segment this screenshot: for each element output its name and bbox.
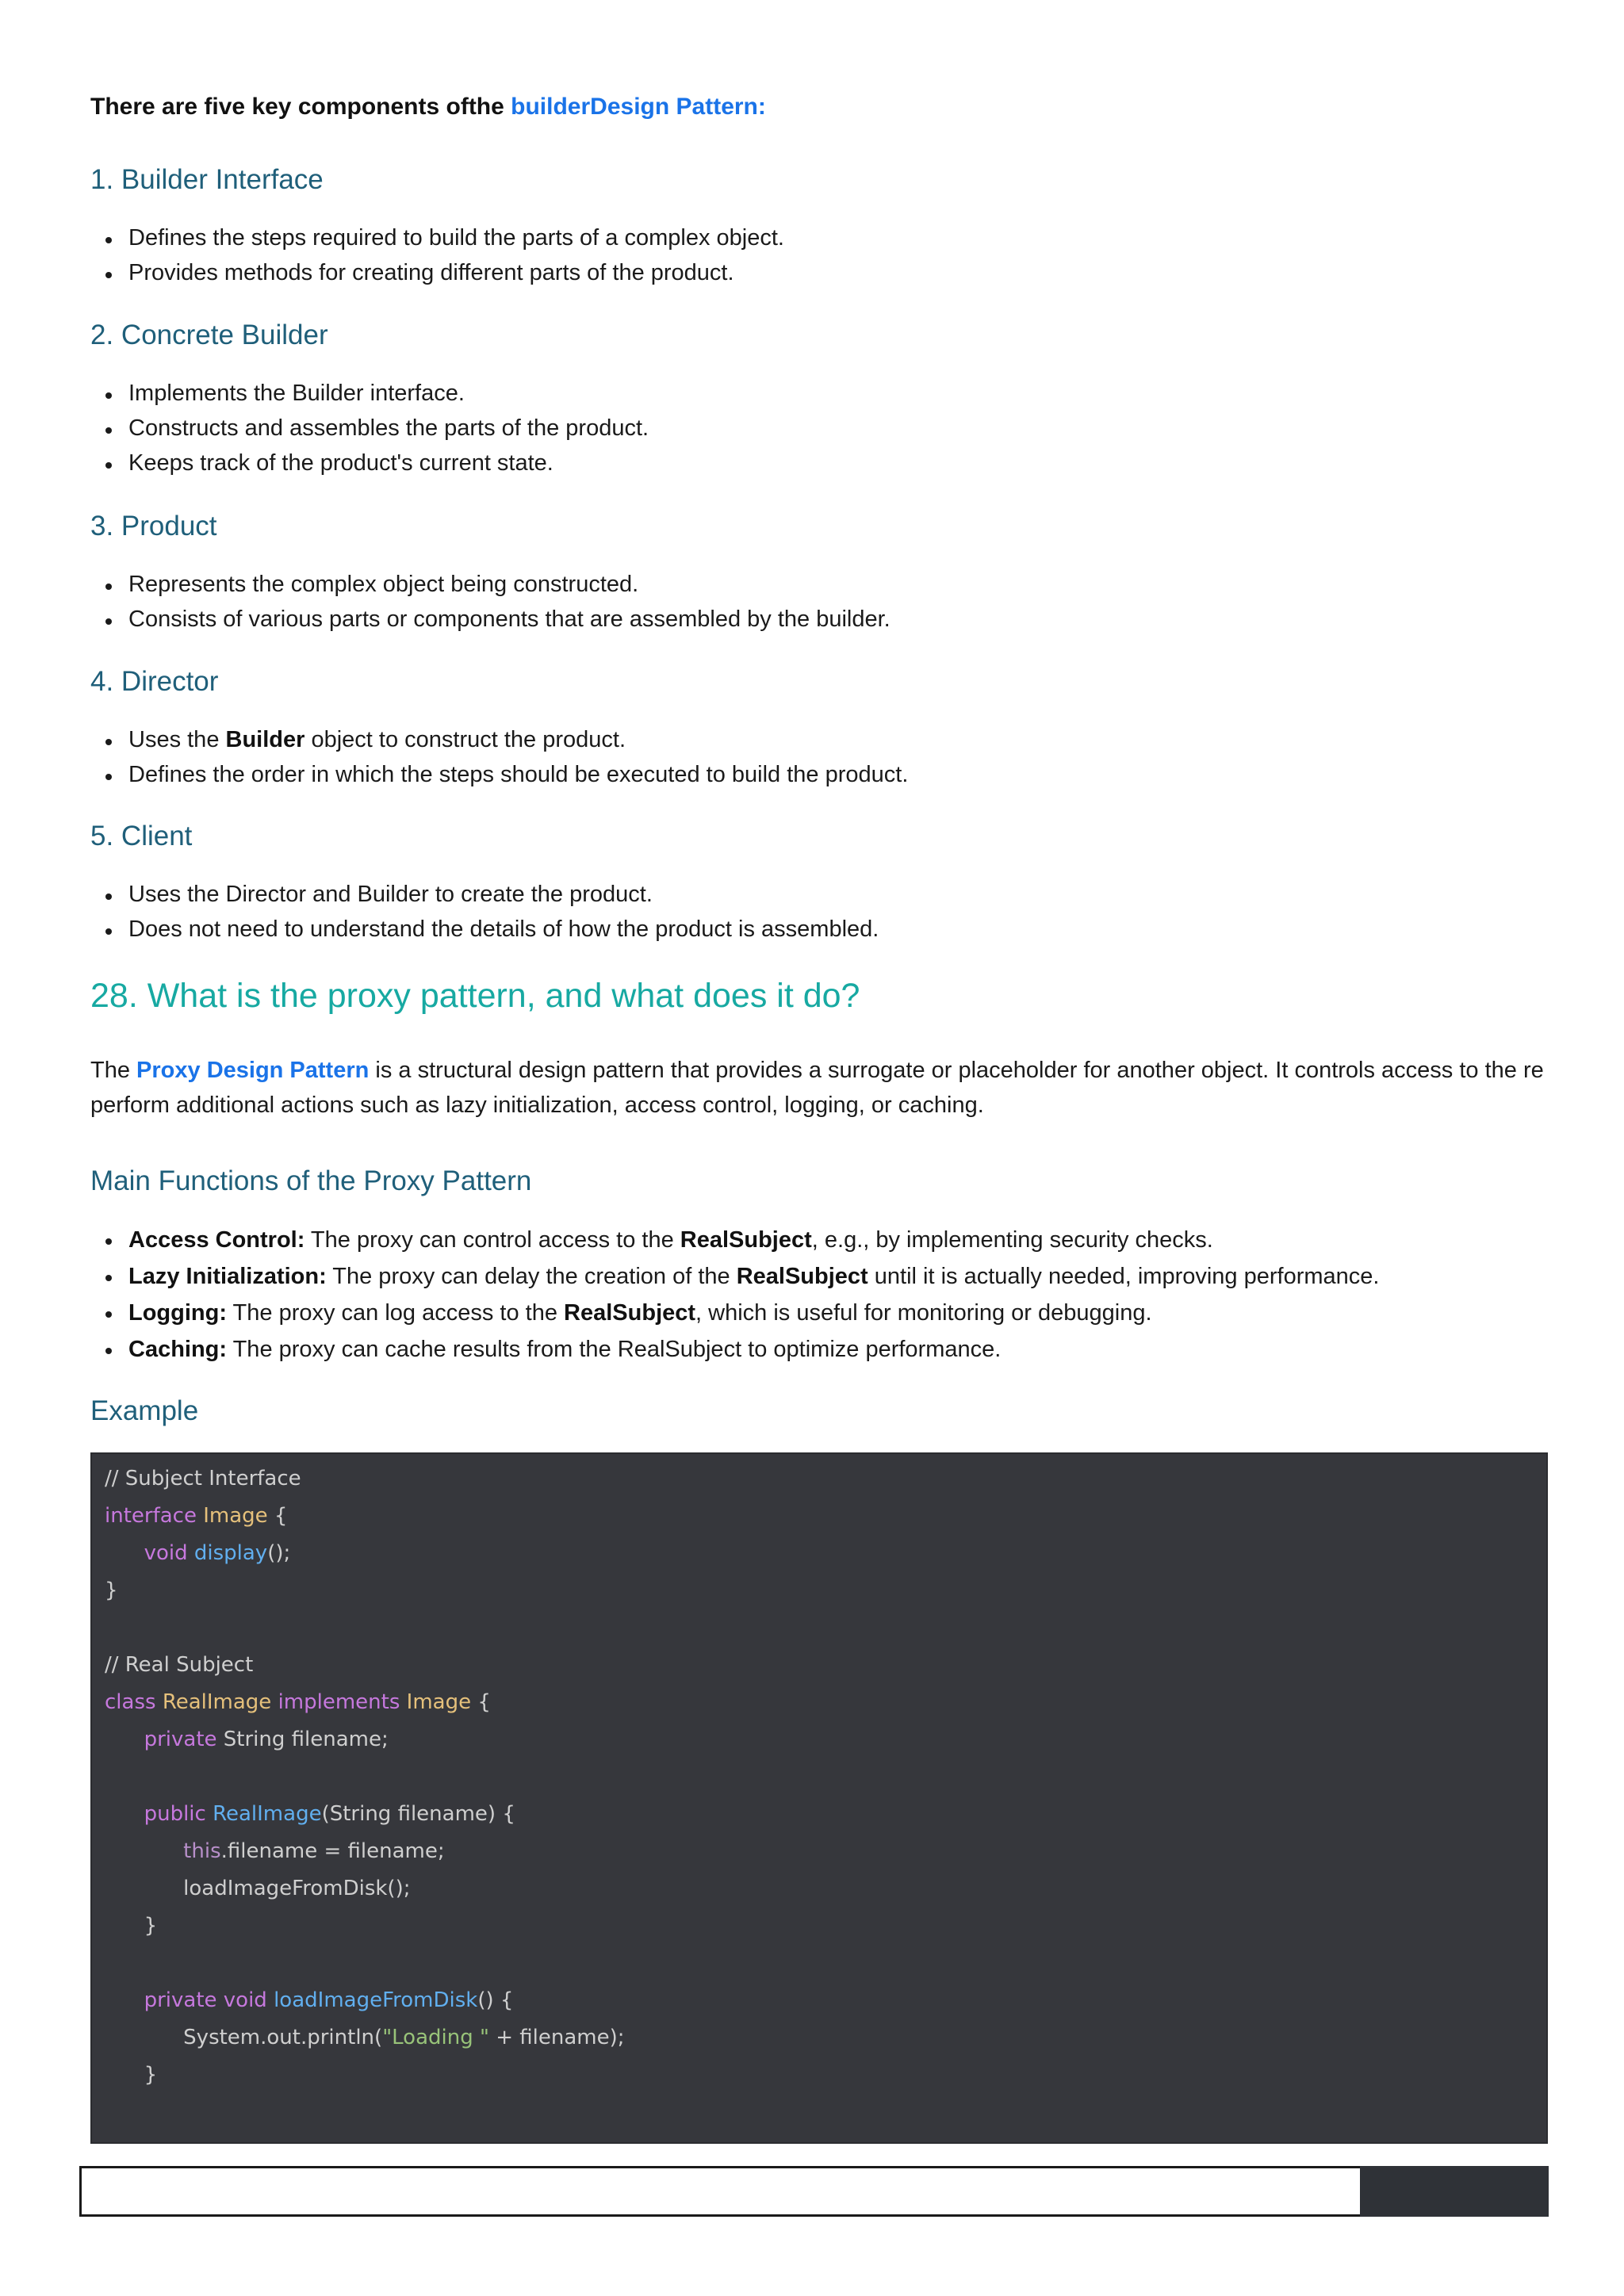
code-token: (String filename) { [321, 1802, 515, 1826]
list-item: Lazy Initialization: The proxy can delay the creation of the RealSubject until it is actually needed, improving performance. [90, 1258, 1379, 1295]
code-line [92, 1609, 1546, 1647]
code-token: Image [406, 1690, 472, 1714]
builder-interface-list [90, 220, 784, 290]
code-line [92, 1498, 1546, 1535]
code-line [92, 1945, 1546, 1982]
code-token: .filename = filename; [220, 1839, 445, 1863]
code-line [92, 1572, 1546, 1609]
list-item: Implements the Builder interface. [90, 376, 649, 411]
list-item: Provides methods for creating different parts of the product. [90, 255, 784, 290]
list-item: Access Control: The proxy can control access to the RealSubject, e.g., by implementing security checks. [90, 1222, 1379, 1258]
list-item: Constructs and assembles the parts of the product. [90, 411, 649, 446]
code-token: } [105, 1578, 118, 1602]
list-item: Uses the Builder object to construct the product. [90, 722, 908, 757]
code-token: implements [278, 1690, 407, 1714]
proxy-pattern-link[interactable]: Proxy Design Pattern [136, 1058, 370, 1083]
code-line [92, 1982, 1546, 2019]
intro-suffix: : [757, 94, 766, 120]
code-token: () { [477, 1988, 514, 2012]
code-token: RealImage [213, 1802, 322, 1826]
code-line [92, 1721, 1546, 1758]
code-token: { [267, 1504, 288, 1528]
list-item: Defines the order in which the steps should be executed to build the product. [90, 757, 908, 792]
code-token: // Real Subject [105, 1653, 254, 1677]
code-block[interactable] [90, 1452, 1548, 2144]
code-token: } [105, 1914, 158, 1938]
code-line [92, 1833, 1546, 1870]
code-token: } [105, 2063, 158, 2087]
code-token: RealImage [162, 1690, 278, 1714]
code-line [92, 1535, 1546, 1572]
code-token: public [105, 1802, 213, 1826]
heading-main-functions: Main Functions of the Proxy Pattern [90, 1165, 532, 1196]
code-line [92, 1796, 1546, 1833]
list-item: Defines the steps required to build the parts of a complex object. [90, 220, 784, 255]
code-token: this [105, 1839, 221, 1863]
code-line [92, 1758, 1546, 1796]
code-token: private void [105, 1988, 274, 2012]
code-token: { [471, 1690, 491, 1714]
list-item: Consists of various parts or components that are assembled by the builder. [90, 602, 891, 637]
code-token: "Loading " [382, 2026, 489, 2049]
footer-input-box[interactable] [79, 2166, 1549, 2217]
intro-prefix: There are five key components ofthe [90, 94, 511, 120]
heading-client: 5. Client [90, 821, 193, 851]
code-line [92, 2057, 1546, 2094]
code-token: // Subject Interface [105, 1467, 301, 1490]
heading-director: 4. Director [90, 666, 219, 697]
client-list [90, 877, 879, 947]
code-line [92, 1684, 1546, 1721]
code-token: (); [267, 1541, 291, 1565]
code-line [92, 1460, 1546, 1498]
code-token: System.out.println( [105, 2026, 383, 2049]
code-token: class [105, 1690, 163, 1714]
heading-example: Example [90, 1395, 199, 1426]
code-line [92, 1908, 1546, 1945]
code-token: + filename); [488, 2026, 625, 2049]
code-line [92, 1647, 1546, 1684]
code-line [92, 1870, 1546, 1908]
code-token: private [105, 1728, 224, 1751]
product-list [90, 567, 891, 637]
director-list [90, 722, 908, 792]
code-token: void [105, 1541, 194, 1565]
builder-pattern-link[interactable]: builderDesign Pattern [511, 94, 758, 120]
list-item: Keeps track of the product's current state. [90, 446, 649, 480]
concrete-builder-list [90, 376, 649, 480]
bold-builder: Builder [225, 727, 305, 752]
footer-dark-block [1360, 2166, 1549, 2217]
heading-builder-interface: 1. Builder Interface [90, 164, 324, 195]
list-item: Uses the Director and Builder to create the product. [90, 877, 879, 912]
list-item: Does not need to understand the details of how the product is assembled. [90, 912, 879, 947]
heading-product: 3. Product [90, 511, 217, 541]
functions-list [90, 1222, 1379, 1368]
code-token: display [193, 1541, 268, 1565]
question-heading: 28. What is the proxy pattern, and what does it do? [90, 977, 860, 1015]
heading-concrete-builder: 2. Concrete Builder [90, 320, 328, 350]
list-item: Logging: The proxy can log access to the RealSubject, which is useful for monitoring or debugging. [90, 1295, 1379, 1331]
code-token: Image [203, 1504, 268, 1528]
code-token: interface [105, 1504, 204, 1528]
code-token: String filename; [223, 1728, 389, 1751]
list-item: Represents the complex object being constructed. [90, 567, 891, 602]
code-token: loadImageFromDisk [274, 1988, 478, 2012]
list-item: Caching: The proxy can cache results from the RealSubject to optimize performance. [90, 1331, 1379, 1368]
intro-text [90, 94, 766, 121]
proxy-paragraph: The Proxy Design Pattern is a structural design pattern that provides a surrogate or placeholder for another object. It controls access to the re perform additional actions such as lazy initialization, access control, logging, or caching. [90, 1058, 1544, 1118]
code-line [92, 2019, 1546, 2057]
code-token: loadImageFromDisk(); [105, 1877, 411, 1900]
